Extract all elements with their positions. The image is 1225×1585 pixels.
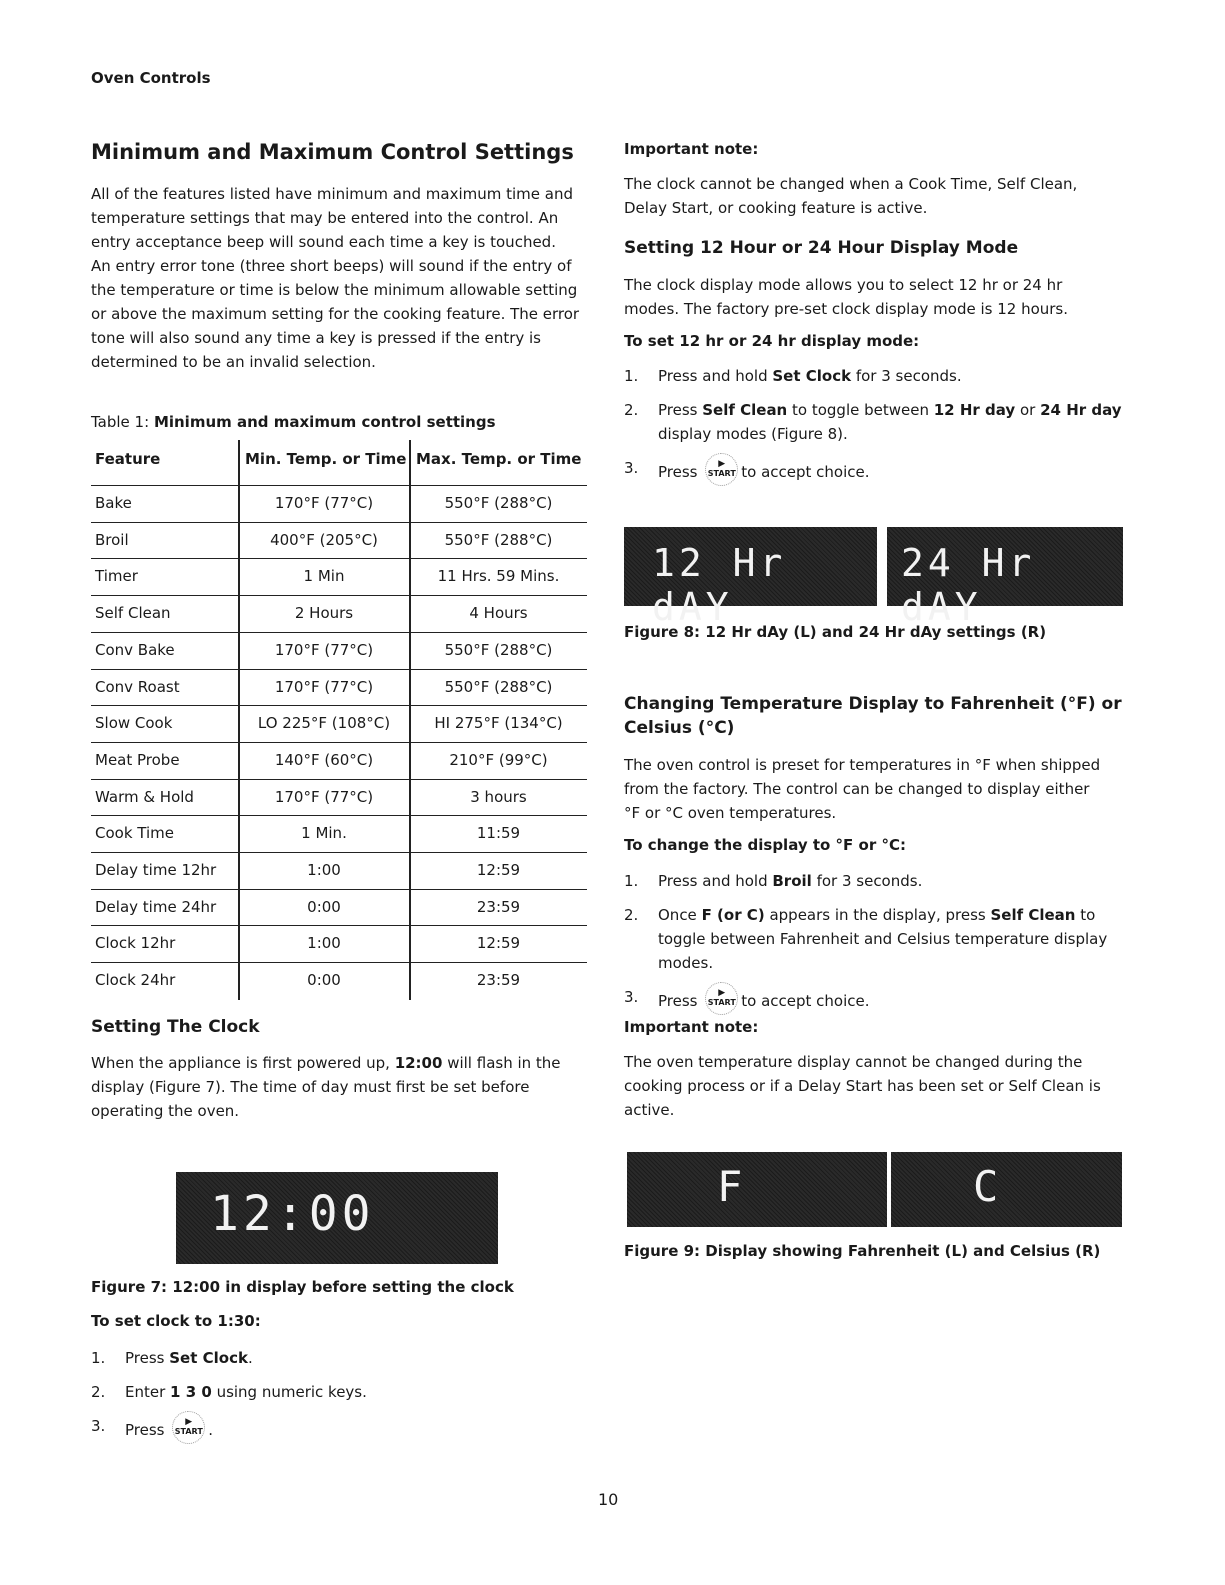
step-number: 3. [624,988,639,1006]
table-cell-feature: Clock 24hr [95,971,176,990]
table-cell-min: 170°F (77°C) [274,677,374,696]
table-header-min: Min. Temp. or Time [245,450,407,468]
table-row [91,558,587,596]
set-clock-key: Set Clock [169,1349,248,1367]
step-number: 1. [624,872,639,890]
step-number: 1. [91,1349,106,1367]
note-line: The clock cannot be changed when a Cook Time, Self Clean, [624,175,1078,193]
clock-text: display (Figure 7). The time of day must first be set before [91,1078,530,1096]
table-cell-feature: Slow Cook [95,714,173,733]
figure8-display-24hr [887,527,1123,629]
table-cell-max: 4 Hours [469,604,528,623]
table-cell-feature: Clock 12hr [95,934,176,953]
clock-flash-time: 12:00 [394,1054,443,1072]
clock-text: operating the oven. [91,1102,240,1120]
page-title: Minimum and Maximum Control Settings [91,140,574,164]
display-mode-title: Setting 12 Hour or 24 Hour Display Mode [624,238,1019,258]
table-cell-feature: Delay time 12hr [95,861,217,879]
table-cell-min: 2 Hours [294,604,354,623]
table-cell-max: 23:59 [476,897,521,916]
table-row [91,962,587,1000]
table-cell-max: 12:59 [476,861,521,879]
intro-line: the temperature or time is below the minimum allowable setting [91,281,578,299]
intro-line: An entry error tone (three short beeps) will sound if the entry of [91,257,572,275]
intro-line: tone will also sound any time a key is pressed if the entry is [91,329,541,347]
mode-step-1: 1. Press and hold Set Clock for 3 seconds. [624,364,1134,388]
table-cell-feature: Conv Bake [95,640,175,659]
table-cell-min: 170°F (77°C) [274,787,374,806]
temp-display-title [624,692,1122,740]
figure7-display [176,1172,498,1264]
figure7-caption: Figure 7: 12:00 in display before setting the clock [91,1278,514,1296]
mode-line: The clock display mode allows you to select 12 hr or 24 hr [624,276,1063,294]
title-line: Celsius (°C) [624,718,735,738]
step-number: 2. [624,906,639,924]
table-cell-min: 140°F (60°C) [274,750,374,769]
clock-step-2 [91,1380,591,1404]
table-cell-feature: Conv Roast [95,677,180,696]
clock-text: will flash in the [442,1054,561,1072]
table-cell-feature: Delay time 24hr [95,897,217,916]
temp-step-2: 2. Once F (or C) appears in the display, press Self Clean to toggle between Fahrenheit and Celsius temperature display modes. [624,903,1144,975]
step-number: 2. [624,401,639,419]
page-number: 10 [598,1490,619,1509]
table-cell-min: 0:00 [307,897,341,916]
temp-line: The oven control is preset for temperatures in °F when shipped [624,756,1101,774]
table-row [91,742,587,780]
table-cell-min: 170°F (77°C) [274,640,374,659]
table-cell-feature: Meat Probe [95,750,180,769]
mode-line: modes. The factory pre-set clock display mode is 12 hours. [624,300,1069,318]
intro-line: determined to be an invalid selection. [91,353,376,371]
table-row [91,522,587,560]
table-cell-feature: Warm & Hold [95,787,194,806]
note-line: cooking process or if a Delay Start has been set or Self Clean is [624,1077,1101,1095]
temp-line: from the factory. The control can be changed to display either [624,780,1090,798]
temp-step-3: 3. Press ▶ START to accept choice. [624,985,1134,1009]
table-header-feature: Feature [95,450,161,468]
section-label: Oven Controls [91,69,211,87]
note-line: active. [624,1101,675,1119]
table-row [91,595,587,633]
step-number: 2. [91,1383,106,1401]
display-readout: 12 Hr dAY [652,541,787,629]
clock-section-title: Setting The Clock [91,1017,260,1037]
table-row [91,632,587,670]
display-readout: F [717,1162,747,1211]
table-cell-max: HI 275°F (134°C) [434,714,563,733]
numeric-keys: 1 3 0 [170,1383,212,1401]
table-row [91,925,587,963]
table-row [91,705,587,743]
start-key-icon: ▶ START [705,982,738,1015]
table-caption-title: Minimum and maximum control settings [153,413,496,431]
table-cell-max: 12:59 [476,934,521,953]
table-header-max: Max. Temp. or Time [416,450,582,468]
table-cell-max: 3 hours [470,787,527,806]
mode-paragraph [624,273,1134,321]
intro-line: All of the features listed have minimum and maximum time and [91,185,573,203]
table-row [91,669,587,707]
mode-heading: To set 12 hr or 24 hr display mode: [624,332,920,350]
clock-step-3: 3. Press ▶ START . [91,1414,591,1438]
table-cell-feature: Broil [95,530,129,549]
set-clock-heading [91,1312,261,1330]
table-cell-min: 1:00 [307,861,341,879]
self-clean-key: Self Clean [702,401,788,419]
table-cell-max: 550°F (288°C) [444,530,553,549]
figure9-caption: Figure 9: Display showing Fahrenheit (L) and Celsius (R) [624,1242,1101,1260]
intro-line: or above the maximum setting for the cooking feature. The error [91,305,580,323]
start-key-icon: ▶ START [172,1411,205,1444]
self-clean-key: Self Clean [990,906,1076,924]
table-caption [91,413,496,431]
display-readout: 24 Hr dAY [901,541,1036,629]
table-cell-feature: Self Clean [95,604,171,623]
table-cell-feature: Timer [95,567,138,586]
table-row [91,815,587,853]
broil-key: Broil [772,872,812,890]
clock-step-1: 1. Press Set Clock. [91,1346,591,1370]
table-cell-min: 1 Min. [301,824,347,843]
clock-paragraph [91,1051,611,1123]
table-cell-max: 550°F (288°C) [444,640,553,659]
table-cell-max: 11:59 [476,824,521,843]
table-cell-max: 550°F (288°C) [444,494,553,512]
start-key-icon: ▶ START [705,453,738,486]
temp-step-1: 1. Press and hold Broil for 3 seconds. [624,869,1134,893]
important-note-label: Important note: [624,1018,759,1036]
display-readout: C [973,1162,1003,1211]
mode-step-3: 3. Press ▶ START to accept choice. [624,456,1134,480]
intro-paragraph [91,182,611,374]
table-cell-min: LO 225°F (108°C) [257,714,391,733]
figure8-caption: Figure 8: 12 Hr dAy (L) and 24 Hr dAy settings (R) [624,623,1047,641]
step-number: 1. [624,367,639,385]
step-text: Press [125,1349,170,1367]
table-row [91,852,587,890]
table-cell-feature: Cook Time [95,824,174,843]
intro-line: temperature settings that may be entered into the control. An [91,209,559,227]
temp-line: °F or °C oven temperatures. [624,804,837,822]
note1-paragraph [624,172,1134,220]
title-line: Changing Temperature Display to Fahrenheit (°F) or [624,694,1122,714]
table-cell-min: 1 Min [303,567,345,586]
figure8-display-12hr [624,527,877,629]
note-line: The oven temperature display cannot be changed during the [624,1053,1083,1071]
figure9-display-fahrenheit [627,1152,887,1227]
table-cell-max: 23:59 [476,971,521,990]
temp-heading: To change the display to °F or °C: [624,836,906,854]
note2-paragraph [624,1050,1134,1122]
step-text: Press [125,1421,165,1439]
temp-paragraph [624,753,1134,825]
step-number: 3. [624,459,639,477]
table-cell-min: 1:00 [307,934,341,953]
table-caption-prefix: Table 1: [91,413,150,431]
important-note-label: Important note: [624,140,759,158]
table-row [91,779,587,817]
intro-line: entry acceptance beep will sound each time a key is touched. [91,233,556,251]
clock-text: When the appliance is first powered up, [91,1054,395,1072]
table-cell-max: 11 Hrs. 59 Mins. [437,567,560,586]
step-text: Enter [125,1383,171,1401]
mode-step-2: 2. Press Self Clean to toggle between 12 Hr day or 24 Hr day display modes (Figure 8). [624,398,1144,446]
set-clock-heading-text: To set clock to 1:30: [91,1312,261,1330]
note-line: Delay Start, or cooking feature is active. [624,199,928,217]
table-cell-max: 210°F (99°C) [449,750,548,769]
display-readout: 12:00 [210,1186,375,1242]
table-cell-feature: Bake [95,494,132,512]
set-clock-key: Set Clock [772,367,852,385]
table-row [91,485,587,523]
table-cell-min: 170°F (77°C) [274,494,374,512]
step-number: 3. [91,1417,106,1435]
step-text: using numeric keys. [211,1383,367,1401]
table-cell-max: 550°F (288°C) [444,677,553,696]
table-row [91,889,587,927]
table-cell-min: 400°F (205°C) [270,530,378,549]
figure9-display-celsius [891,1152,1122,1227]
table-cell-min: 0:00 [307,971,341,990]
